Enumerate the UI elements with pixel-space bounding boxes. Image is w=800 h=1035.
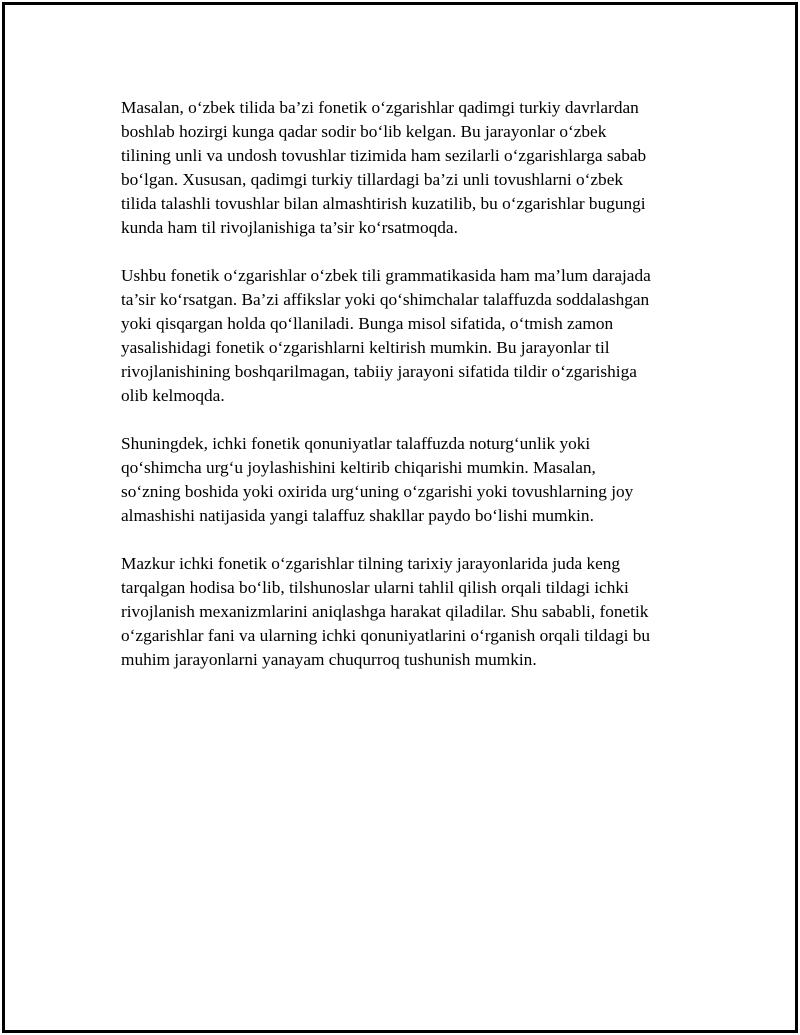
text-line: boshlab hozirgi kunga qadar sodir bo‘lib kelgan. Bu jarayonlar o‘zbek (121, 122, 607, 141)
text-line: qo‘shimcha urg‘u joylashishini keltirib chiqarishi mumkin. Masalan, (121, 458, 596, 477)
text-line: tilida talashli tovushlar bilan almashtirish kuzatilib, bu o‘zgarishlar bugungi (121, 194, 646, 213)
text-line: yasalishidagi fonetik o‘zgarishlarni keltirish mumkin. Bu jarayonlar til (121, 338, 610, 357)
text-line: kunda ham til rivojlanishiga ta’sir ko‘rsatmoqda. (121, 218, 458, 237)
text-line: ta’sir ko‘rsatgan. Ba’zi affikslar yoki qo‘shimchalar talaffuzda soddalashgan (121, 290, 650, 309)
paragraph-1 (121, 96, 696, 240)
text-line: almashishi natijasida yangi talaffuz shakllar paydo bo‘lishi mumkin. (121, 506, 594, 525)
paragraph-3 (121, 432, 696, 528)
document-body (121, 96, 696, 696)
text-line: tarqalgan hodisa bo‘lib, tilshunoslar ularni tahlil qilish orqali tildagi ichki (121, 578, 629, 597)
text-line: olib kelmoqda. (121, 386, 225, 405)
text-line: Shuningdek, ichki fonetik qonuniyatlar talaffuzda noturg‘unlik yoki (121, 434, 591, 453)
text-line: muhim jarayonlarni yanayam chuqurroq tushunish mumkin. (121, 650, 537, 669)
page-frame (2, 2, 798, 1033)
text-line: Mazkur ichki fonetik o‘zgarishlar tilning tarixiy jarayonlarida juda keng (121, 554, 621, 573)
paragraph-4 (121, 552, 696, 672)
text-line: Ushbu fonetik o‘zgarishlar o‘zbek tili grammatikasida ham ma’lum darajada (121, 266, 651, 285)
paragraph-2 (121, 264, 696, 408)
text-line: tilining unli va undosh tovushlar tizimida ham sezilarli o‘zgarishlarga sabab (121, 146, 647, 165)
text-line: Masalan, o‘zbek tilida ba’zi fonetik o‘zgarishlar qadimgi turkiy davrlardan (121, 98, 639, 117)
text-line: o‘zgarishlar fani va ularning ichki qonuniyatlarini o‘rganish orqali tildagi bu (121, 626, 651, 645)
text-line: bo‘lgan. Xususan, qadimgi turkiy tillardagi ba’zi unli tovushlarni o‘zbek (121, 170, 624, 189)
text-line: yoki qisqargan holda qo‘llaniladi. Bunga misol sifatida, o‘tmish zamon (121, 314, 614, 333)
text-line: rivojlanish mexanizmlarini aniqlashga harakat qiladilar. Shu sababli, fonetik (121, 602, 649, 621)
text-line: rivojlanishining boshqarilmagan, tabiiy jarayoni sifatida tildir o‘zgarishiga (121, 362, 637, 381)
text-line: so‘zning boshida yoki oxirida urg‘uning o‘zgarishi yoki tovushlarning joy (121, 482, 634, 501)
